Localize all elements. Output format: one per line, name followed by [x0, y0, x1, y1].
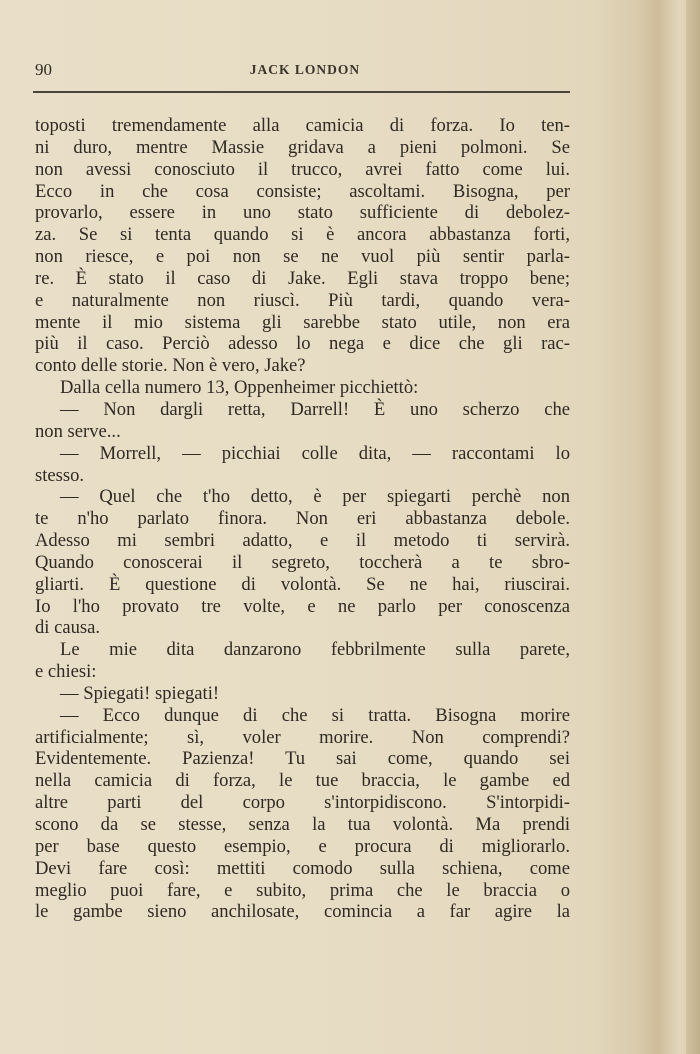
text-line: nella camicia di forza, le tue braccia, le gambe ed: [35, 770, 570, 792]
paragraph: [35, 399, 570, 443]
text-line: non riesce, e poi non se ne vuol più sentir parla-: [35, 246, 570, 268]
text-line: Quando conoscerai il segreto, toccherà a te sbro-: [35, 551, 570, 573]
text-line: di causa.: [35, 617, 101, 639]
text-line: — Morrell, — picchiai colle dita, — raccontami lo: [60, 442, 570, 464]
header-rule: [33, 91, 570, 93]
text-line: Io l'ho provato tre volte, e ne parlo per conoscenza: [35, 595, 570, 617]
paragraph: [35, 377, 570, 399]
text-line: — Spiegati! spiegati!: [60, 682, 220, 704]
text-line: te n'ho parlato finora. Non eri abbastanza debole.: [35, 508, 570, 530]
text-line: — Ecco dunque di che si tratta. Bisogna morire: [60, 704, 570, 726]
text-line: altre parti del corpo s'intorpidiscono. S'intorpidi-: [35, 792, 570, 814]
text-line: — Quel che t'ho detto, è per spiegarti perchè non: [60, 486, 570, 508]
paragraph: [35, 705, 570, 923]
text-line: le gambe sieno anchilosate, comincia a far agire la: [35, 901, 570, 923]
text-line: za. Se si tenta quando si è ancora abbastanza forti,: [35, 224, 570, 246]
text-line: Evidentemente. Pazienza! Tu sai come, quando sei: [35, 748, 570, 770]
text-line: non avessi conosciuto il trucco, avrei fatto come lui.: [35, 158, 570, 180]
text-line: meglio puoi fare, e subito, prima che le braccia o: [35, 879, 570, 901]
text-line: Le mie dita danzarono febbrilmente sulla parete,: [60, 639, 570, 661]
page-number: 90: [35, 60, 52, 79]
text-line: più il caso. Perciò adesso lo nega e dice che gli rac-: [35, 333, 570, 355]
text-line: — Non dargli retta, Darrell! È uno scherzo che: [60, 398, 570, 420]
text-line: per base questo esempio, e procura di migliorarlo.: [35, 835, 570, 857]
text-line: non serve...: [35, 420, 121, 442]
text-line: Ecco in che cosa consiste; ascoltami. Bisogna, per: [35, 180, 570, 202]
text-line: e chiesi:: [35, 661, 97, 683]
text-line: provarlo, essere in uno stato sufficiente di debolez-: [35, 202, 570, 224]
text-line: Dalla cella numero 13, Oppenheimer picchiettò:: [60, 377, 419, 399]
text-line: ni duro, mentre Massie gridava a pieni polmoni. Se: [35, 136, 570, 158]
text-line: re. È stato il caso di Jake. Egli stava troppo bene;: [35, 267, 570, 289]
text-line: Adesso mi sembri adatto, e il metodo ti servirà.: [35, 530, 570, 552]
running-head: JACK LONDON: [249, 62, 361, 77]
text-line: Devi fare così: mettiti comodo sulla schiena, come: [35, 857, 570, 879]
paragraph: [35, 486, 570, 639]
text-line: conto delle storie. Non è vero, Jake?: [35, 355, 306, 377]
paragraph: [35, 443, 570, 487]
page-edge: [686, 0, 700, 1054]
paragraph: [35, 639, 570, 683]
text-line: mente il mio sistema gli sarebbe stato utile, non era: [35, 311, 570, 333]
text-line: toposti tremendamente alla camicia di forza. Io ten-: [35, 115, 570, 136]
text-line: artificialmente; sì, voler morire. Non comprendi?: [35, 726, 570, 748]
text-line: scono da se stesse, senza la tua volontà. Ma prendi: [35, 814, 570, 835]
text-line: gliarti. È questione di volontà. Se ne hai, riuscirai.: [35, 573, 570, 595]
text-line: e naturalmente non riuscì. Più tardi, quando vera-: [35, 289, 570, 311]
body-text: [35, 115, 570, 923]
text-line: stesso.: [35, 464, 85, 486]
paragraph: [35, 115, 570, 377]
paragraph: [35, 683, 570, 705]
